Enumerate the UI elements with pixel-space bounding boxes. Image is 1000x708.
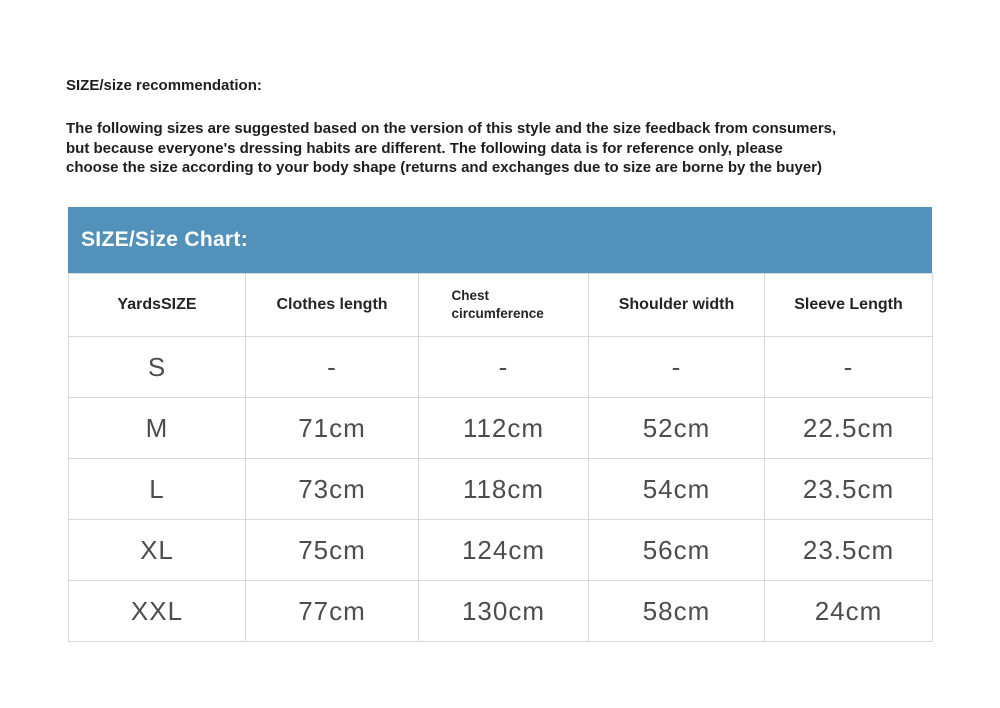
page-heading: SIZE/size recommendation:	[66, 77, 262, 94]
column-header-chest-label: Chest circumference	[451, 288, 544, 321]
value-cell: 71cm	[246, 398, 419, 459]
value-cell: 58cm	[589, 581, 765, 642]
column-header-chest-circumference	[419, 274, 589, 337]
column-header-size: YardsSIZE	[69, 274, 246, 337]
table-row	[69, 337, 933, 398]
value-cell: 23.5cm	[765, 459, 933, 520]
value-cell: 24cm	[765, 581, 933, 642]
value-cell: -	[246, 337, 419, 398]
table-row	[69, 398, 933, 459]
table-header-row	[69, 274, 933, 337]
value-cell: 54cm	[589, 459, 765, 520]
value-cell: 77cm	[246, 581, 419, 642]
intro-line: The following sizes are suggested based on the version of this style and the size feedback from consumers,	[66, 120, 837, 137]
table-row	[69, 581, 933, 642]
value-cell: 22.5cm	[765, 398, 933, 459]
column-header-shoulder-width: Shoulder width	[589, 274, 765, 337]
intro-paragraph	[66, 119, 946, 178]
size-chart-section	[68, 207, 932, 642]
size-cell: S	[69, 337, 246, 398]
chart-title-bar	[68, 207, 932, 273]
value-cell: 124cm	[419, 520, 589, 581]
value-cell: 73cm	[246, 459, 419, 520]
table-row	[69, 459, 933, 520]
value-cell: 118cm	[419, 459, 589, 520]
chart-title: SIZE/Size Chart:	[81, 228, 248, 251]
size-cell: XXL	[69, 581, 246, 642]
value-cell: -	[589, 337, 765, 398]
value-cell: -	[765, 337, 933, 398]
intro-line: but because everyone's dressing habits are different. The following data is for reference only, please	[66, 139, 783, 157]
column-header-sleeve-length: Sleeve Length	[765, 274, 933, 337]
value-cell: 23.5cm	[765, 520, 933, 581]
value-cell: -	[419, 337, 589, 398]
column-header-clothes-length: Clothes length	[246, 274, 419, 337]
value-cell: 75cm	[246, 520, 419, 581]
value-cell: 130cm	[419, 581, 589, 642]
size-cell: M	[69, 398, 246, 459]
value-cell: 52cm	[589, 398, 765, 459]
size-cell: L	[69, 459, 246, 520]
table-row	[69, 520, 933, 581]
value-cell: 112cm	[419, 398, 589, 459]
size-cell: XL	[69, 520, 246, 581]
intro-line: choose the size according to your body shape (returns and exchanges due to size are borne by the buyer)	[66, 159, 823, 176]
value-cell: 56cm	[589, 520, 765, 581]
size-table	[68, 273, 933, 642]
